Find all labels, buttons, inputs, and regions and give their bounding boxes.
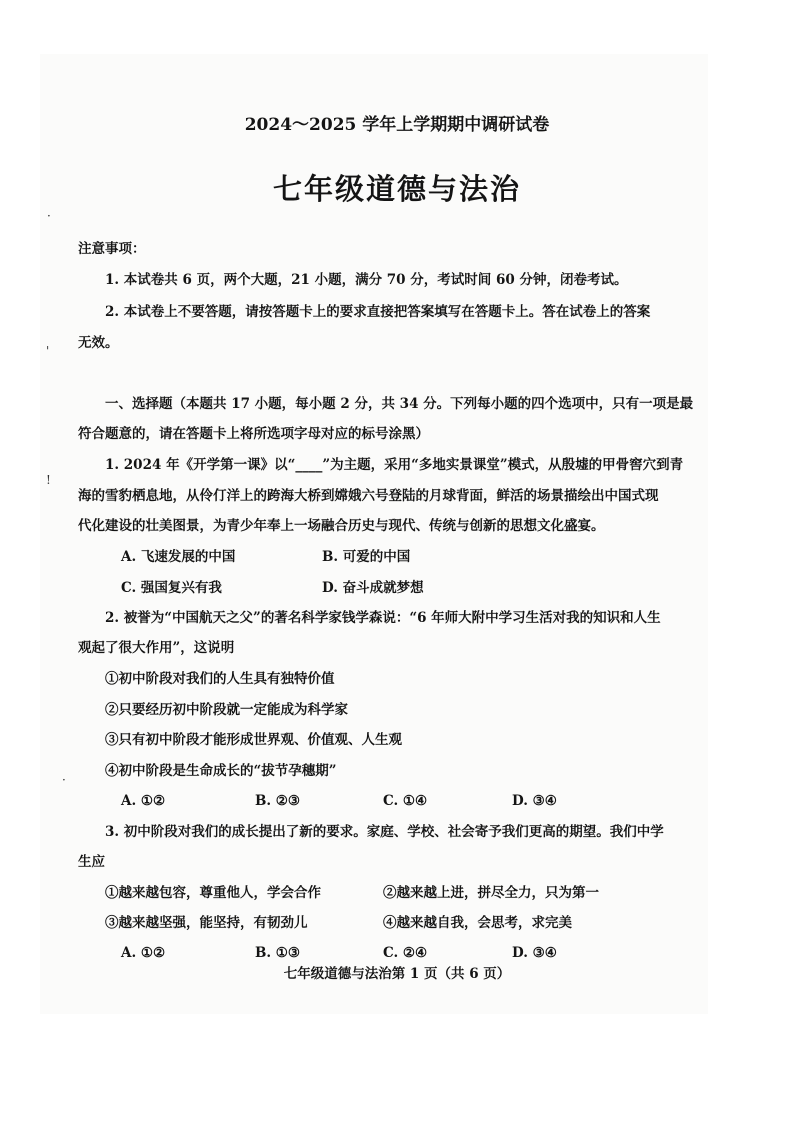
- notice-item-2-line-1: 2. 本试卷上不要答题，请按答题卡上的要求直接把答案填写在答题卡上。答在试卷上的答案: [105, 304, 651, 320]
- q1-option-c: C. 强国复兴有我: [121, 580, 222, 596]
- notice-heading: 注意事项：: [78, 241, 146, 257]
- q3-statement-4: ④越来越自我，会思考，求完美: [383, 915, 572, 931]
- q1-stem-line-2: 海的雪豹栖息地，从伶仃洋上的跨海大桥到嫦娥六号登陆的月球背面，鲜活的场景描绘出中国式现: [78, 488, 659, 504]
- q2-stem-line-2: 观起了很大作用”，这说明: [78, 640, 235, 656]
- q3-statement-1: ①越来越包容，尊重他人，学会合作: [105, 885, 321, 901]
- q1-option-a: A. 飞速发展的中国: [121, 549, 236, 565]
- q2-statement-3: ③只有初中阶段才能形成世界观、价值观、人生观: [105, 732, 402, 748]
- scan-speck: ·: [62, 773, 66, 787]
- q1-option-b: B. 可爱的中国: [322, 549, 411, 565]
- q3-stem-line-1: 3. 初中阶段对我们的成长提出了新的要求。家庭、学校、社会寄予我们更高的期望。我们中学: [105, 824, 664, 840]
- notice-item-2-line-2: 无效。: [78, 335, 119, 351]
- page-footer: 七年级道德与法治第 1 页（共 6 页）: [283, 966, 511, 982]
- section1-intro-line-1: 一、选择题（本题共 17 小题，每小题 2 分，共 34 分。下列每小题的四个选项中，只有一项是最: [105, 396, 694, 412]
- q1-stem-line-1: 1. 2024 年《开学第一课》以“____”为主题，采用“多地实景课堂”模式，从殷墟的甲骨窖穴到青: [105, 457, 684, 473]
- q2-option-d: D. ③④: [512, 793, 557, 809]
- q3-statement-2: ②越来越上进，拼尽全力，只为第一: [383, 885, 599, 901]
- q3-option-c: C. ②④: [383, 945, 428, 961]
- scan-speck: ·: [47, 209, 51, 223]
- q3-option-b: B. ①③: [255, 945, 301, 961]
- q2-statement-1: ①初中阶段对我们的人生具有独特价值: [105, 671, 335, 687]
- q2-statement-2: ②只要经历初中阶段就一定能成为科学家: [105, 702, 348, 718]
- scan-speck: !: [46, 473, 51, 487]
- q2-option-b: B. ②③: [255, 793, 301, 809]
- q2-stem-line-1: 2. 被誉为“中国航天之父”的著名科学家钱学森说：“6 年师大附中学习生活对我的知识和人生: [105, 610, 661, 626]
- q2-option-c: C. ①④: [383, 793, 428, 809]
- notice-item-1: 1. 本试卷共 6 页，两个大题，21 小题，满分 70 分，考试时间 60 分钟，闭卷考试。: [105, 272, 628, 288]
- q2-statement-4: ④初中阶段是生命成长的“拔节孕穗期”: [105, 763, 337, 779]
- q1-option-d: D. 奋斗成就梦想: [322, 580, 424, 596]
- q3-statement-3: ③越来越坚强，能坚持，有韧劲儿: [105, 915, 308, 931]
- scan-speck: ': [46, 344, 50, 358]
- q1-stem-line-3: 代化建设的壮美图景，为青少年奉上一场融合历史与现代、传统与创新的思想文化盛宴。: [78, 518, 605, 534]
- q3-option-d: D. ③④: [512, 945, 557, 961]
- exam-subtitle: 2024～2025 学年上学期期中调研试卷: [244, 115, 550, 135]
- exam-title: 七年级道德与法治: [272, 172, 521, 206]
- section1-intro-line-2: 符合题意的，请在答题卡上将所选项字母对应的标号涂黑）: [78, 426, 429, 442]
- q3-stem-line-2: 生应: [78, 854, 105, 870]
- q2-option-a: A. ①②: [121, 793, 166, 809]
- q3-option-a: A. ①②: [121, 945, 166, 961]
